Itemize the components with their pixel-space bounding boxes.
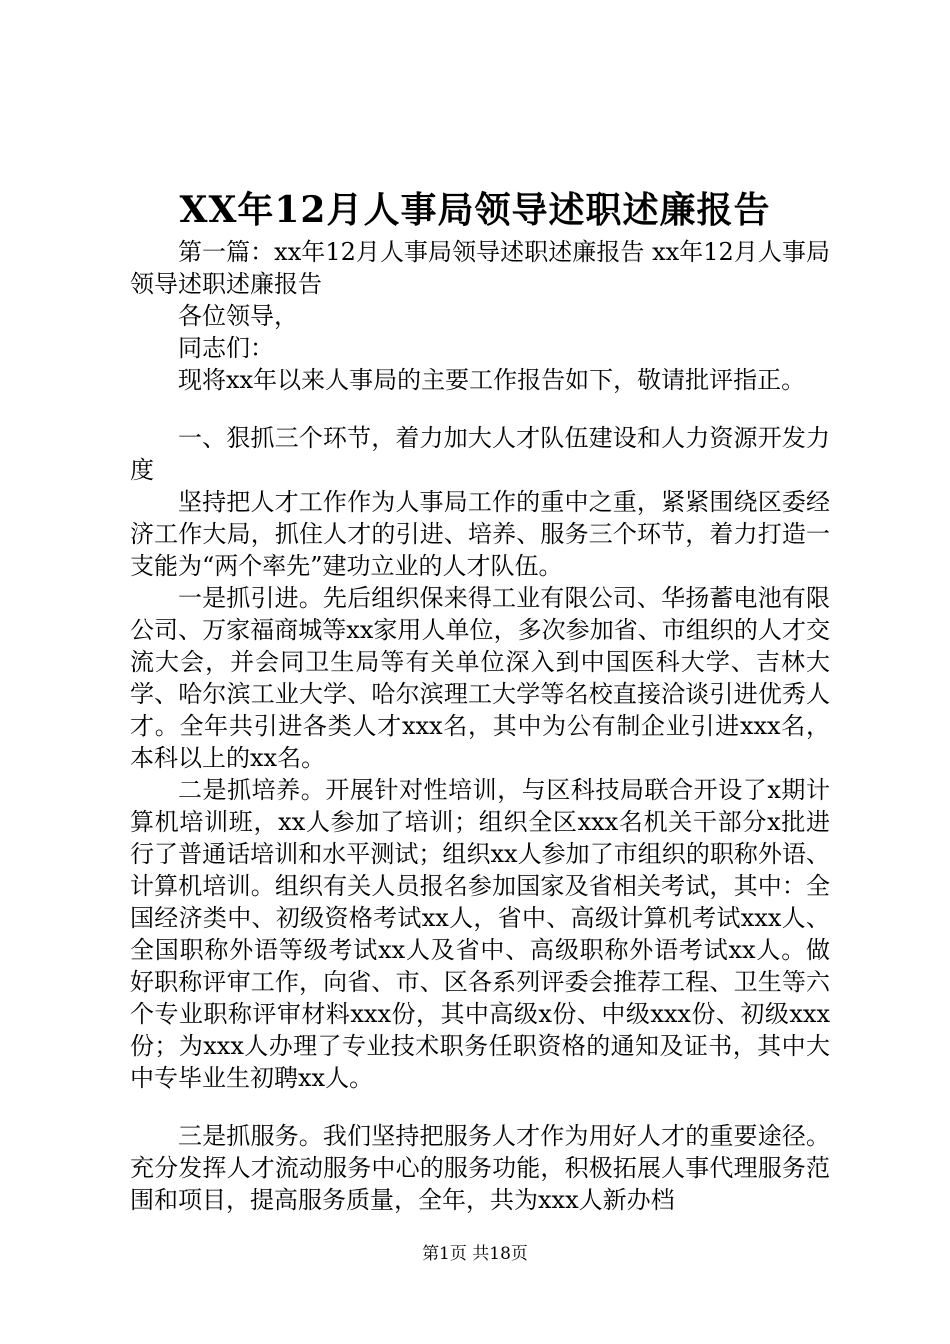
paragraph-recruitment: 一是抓引进。先后组织保来得工业有限公司、华扬蓄电池有限公司、万家福商城等xx家用人单位，多次参加省、市组织的人才交流大会，并会同卫生局等有关单位深入到中国医科大学、吉林大学、哈尔滨工业大学、哈尔滨理工大学等名校直接洽谈引进优秀人才。全年共引进各类人才xxx名，其中为公有制企业引进xxx名，本科以上的xx名。 (130, 584, 830, 772)
section-heading-1: 一、狠抓三个环节，着力加大人才队伍建设和人力资源开发力度 (130, 424, 830, 484)
paragraph-talent-overview: 坚持把人才工作作为人事局工作的重中之重，紧紧围绕区委经济工作大局，抓住人才的引进、培养、服务三个环节，着力打造一支能为“两个率先”建功立业的人才队伍。 (130, 488, 830, 580)
paragraph-gap (130, 396, 830, 422)
paragraph-opening: 现将xx年以来人事局的主要工作报告如下，敬请批评指正。 (178, 366, 806, 394)
paragraph-salutation-comrades: 同志们： (178, 334, 274, 362)
paragraph-service: 三是抓服务。我们坚持把服务人才作为用好人才的重要途径。充分发挥人才流动服务中心的服务功能，积极拓展人事代理服务范围和项目，提高服务质量，全年，共为xxx人新办档 (130, 1122, 830, 1214)
document-title: XX年12月人事局领导述职述廉报告 (179, 189, 771, 231)
paragraph-training: 二是抓培养。开展针对性培训，与区科技局联合开设了x期计算机培训班，xx人参加了培训；组织全区xxx名机关干部分x批进行了普通话培训和水平测试；组织xx人参加了市组织的职称外语、计算机培训。组织有关人员报名参加国家及省相关考试，其中：全国经济类中、初级资格考试xx人，省中、高级计算机考试xxx人、全国职称外语等级考试xx人及省中、高级职称外语考试xx人。做好职称评审工作，向省、市、区各系列评委会推荐工程、卫生等六个专业职称评审材料xxx份，其中高级x份、中级xxx份、初级xxx份；为xxx人办理了专业技术职务任职资格的通知及证书，其中大中专毕业生初聘xx人。 (130, 776, 830, 1092)
paragraph-salutation-leaders: 各位领导， (178, 302, 298, 330)
page-footer: 第1页 共18页 (422, 1244, 528, 1264)
paragraph-intro: 第一篇：xx年12月人事局领导述职述廉报告 xx年12月人事局领导述职述廉报告 (130, 238, 830, 298)
paragraph-gap (130, 1094, 830, 1120)
document-body (130, 236, 830, 1216)
